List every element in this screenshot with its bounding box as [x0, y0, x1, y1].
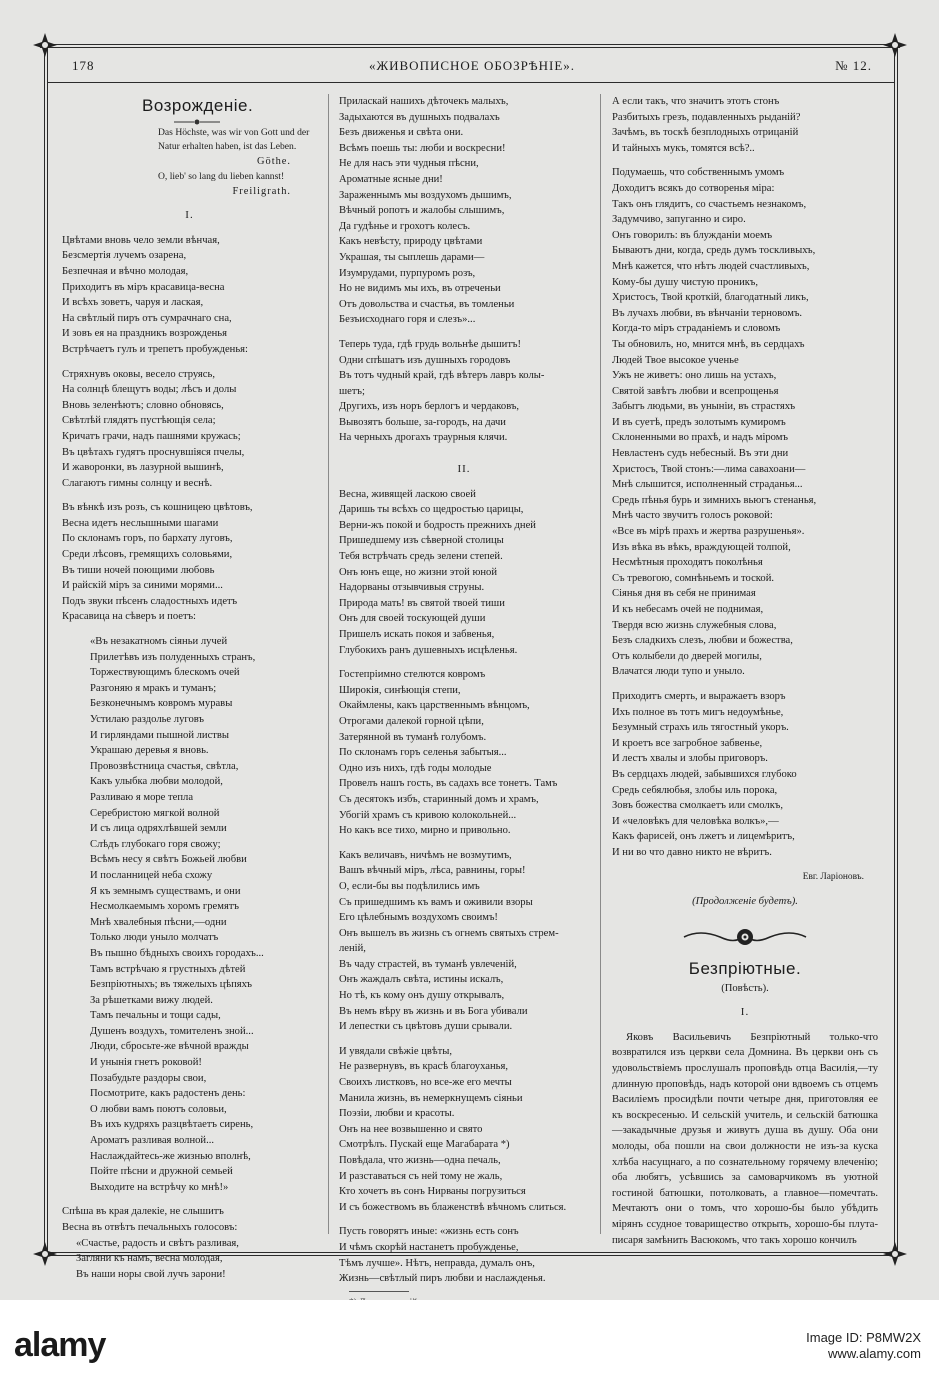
verse-line: Тамъ встрѣчаю я грустныхъ дѣтей: [90, 963, 246, 975]
frame-left-rule: [44, 44, 45, 1256]
epigraph-author: Göthe.: [257, 156, 291, 167]
verse-line: Не для насъ эти чудныя пѣсни,: [339, 158, 479, 170]
verse-line: И жаворонки, въ лазурной вышинѣ,: [62, 462, 224, 474]
stanza: [62, 233, 317, 358]
issue-number: № 12.: [835, 58, 872, 73]
verse-line: Тѣмъ лучше». Нѣтъ, неправда, думалъ онъ,: [339, 1257, 535, 1269]
verse-line: Кому-бы душу чистую проникъ,: [612, 276, 759, 288]
story-paragraph: Яковъ Васильевичъ Безпріютный только-что возвратился изъ церкви села Домнина. Въ церкви онъ съ удовольствіемъ прослушалъ проповѣдь отца Василія,—ту длинную проповѣдь, надъ которой они вдвоемъ съ отцемъ Василіемъ просидѣли почти четыре дня, приготовляя ее къ воскресенью. И сельскій учитель, и сельскій батюшка—закадычные друзья и живутъ душа въ душу. Оба они молоды, оба пошли на свои должности не изъ-за куска хлѣба насущнаго, а по сознательному горячему влеченію; оба любятъ, усѣвшись за самоварчикомъ въ уютной гостиной батюшки, потолковать, а главное—помечтать. Мечтаютъ они о томъ, что хорошо-бы было убѣдить мірянъ ссудное товарищество открыть, хорошо-бы плута-писаря замѣнить Васюкомъ, что такъ хорошо кончилъ: [612, 1031, 878, 1246]
verse-line: Бываютъ дни, когда, средь думъ тоскливыхъ,: [612, 245, 816, 257]
verse-line: Цвѣтами вновь чело земли вѣнчая,: [62, 234, 220, 246]
stanza: [612, 94, 878, 156]
verse-line: Изъ вѣка въ вѣкъ, враждующей толпой,: [612, 541, 791, 553]
verse-line: Выходите на встрѣчу ко мнѣ!»: [90, 1181, 229, 1193]
verse-line: Безъ движенья и свѣта они.: [339, 127, 464, 139]
verse-line: Посмотрите, какъ радостенъ день:: [90, 1088, 246, 1100]
footnote-rule: [349, 1291, 409, 1292]
verse-line: И лепестки съ цвѣтовъ души срывали.: [339, 1021, 513, 1033]
verse-line: И въ суетѣ, предъ золотымъ кумиромъ: [612, 416, 786, 428]
verse-line: Затерянной въ туманѣ голубомъ.: [339, 731, 487, 743]
continued-note: (Продолженіе будетъ).: [692, 896, 798, 908]
verse-line: И разставаться съ ней тому не жаль,: [339, 1170, 503, 1182]
verse-line: Въ пышно бѣдныхъ своихъ городахъ...: [90, 947, 264, 959]
verse-line: Торжествующимъ блескомъ очей: [90, 667, 240, 679]
verse-line: Онъ на нее возвышенно и свято: [339, 1123, 483, 1135]
verse-line: И увядали свѣжіе цвѣты,: [339, 1045, 453, 1057]
verse-line: Онъ жаждалъ свѣта, истины искалъ,: [339, 974, 504, 986]
verse-line: Склоненными во прахѣ, и надъ міромъ: [612, 432, 788, 444]
verse-line: И «человѣкъ для человѣка волкъ»,—: [612, 815, 779, 827]
column-divider: [328, 94, 329, 1234]
verse-line: Безпріютныхъ; въ тяжелыхъ цѣпяхъ: [90, 979, 253, 991]
stanza: [339, 94, 589, 328]
verse-line: Мнѣ часто звучитъ голосъ роковой:: [612, 510, 773, 522]
frame-top-rule-inner: [40, 47, 900, 48]
verse-line: Съ пришедшимъ къ вамъ и оживили взоры: [339, 896, 533, 908]
frame-right-rule: [894, 44, 895, 1256]
frame-right-rule-inner: [897, 44, 898, 1256]
verse-line: Безсмертія лучемъ озарена,: [62, 250, 187, 262]
verse-line: И лестъ хвалы и злобы приговоръ.: [612, 753, 768, 765]
verse-line: Да гудѣнье и грохотъ колесъ.: [339, 220, 471, 232]
verse-line: Какъ фарисей, онъ лжетъ и лицемѣритъ,: [612, 831, 795, 843]
verse-line: Отрогами далекой горной цѣпи,: [339, 715, 484, 727]
verse-line: Кто хочетъ въ сонъ Нирваны погрузиться: [339, 1186, 526, 1198]
verse-line: Убогій храмъ съ кривою колокольней...: [339, 809, 517, 821]
verse-line: Отъ колыбели до дверей могилы,: [612, 650, 762, 662]
verse-line: Онъ вышелъ въ жизнь съ огнемъ святыхъ стрем-: [339, 927, 559, 939]
verse-line: Средь пѣнья бурь и зимнихъ вьюгъ стенанья,: [612, 494, 817, 506]
verse-line: Одни спѣшатъ изъ душныхъ городовъ: [339, 354, 511, 366]
verse-line: Съ тревогою, сомнѣньемъ и тоской.: [612, 572, 775, 584]
verse-line: Вновь зеленѣютъ; словно обновясь,: [62, 399, 224, 411]
stanza: [339, 1044, 589, 1216]
verse-line: И гирляндами пышной листвы: [90, 729, 230, 741]
verse-line: На свѣтлый пиръ отъ сумрачнаго сна,: [62, 312, 232, 324]
verse-line: Безъ сладкихъ слезъ, любви и божества,: [612, 635, 793, 647]
verse-line: Разбитыхъ грезъ, подавленныхъ рыданій?: [612, 111, 801, 123]
verse-line: И всѣхъ зоветъ, чаруя и лаская,: [62, 297, 204, 309]
verse-line: Твердя всю жизнь служебныя слова,: [612, 619, 777, 631]
verse-line: Позабудьте раздоры свои,: [90, 1072, 207, 1084]
verse-line: шетъ;: [339, 385, 365, 397]
verse-line: Пришелъ искать покоя и забвенья,: [339, 629, 495, 640]
verse-line: И посланницей неба схожу: [90, 869, 213, 881]
verse-line: Зачѣмъ, въ тоскѣ безплодныхъ отрицаній: [612, 127, 799, 139]
verse-line: Серебристою мягкой волной: [90, 807, 220, 819]
verse-line: Ты обновилъ, но, мнится мнѣ, въ сердцахъ: [612, 338, 805, 350]
verse-line: Стряхнувъ оковы, весело струясь,: [62, 368, 215, 380]
section-number: II.: [457, 463, 471, 476]
verse-line: Онъ для своей тоскующей души: [339, 613, 486, 625]
column-2: [339, 94, 589, 1311]
verse-line: Безумный страхъ иль тягостный укоръ.: [612, 722, 789, 734]
stanza: [62, 634, 317, 1195]
verse-line: И ни во что давно никто не вѣритъ.: [612, 846, 772, 858]
verse-line: Но не видимъ мы ихъ, въ отреченьи: [339, 283, 501, 295]
verse-line: И райскій міръ за синими морями...: [62, 580, 223, 592]
verse-line: Людей Твое высокое ученье: [612, 354, 739, 366]
verse-line: Надорваны отзывчивыя струны.: [339, 582, 485, 594]
verse-line: Широкія, синѣющія степи,: [339, 684, 461, 696]
verse-line: Слагаютъ гимны солнцу и веснѣ.: [62, 477, 213, 489]
author-signature: Евг. Ларіоновъ.: [802, 871, 864, 882]
verse-line: Мнѣ хвалебныя пѣсни,—одни: [90, 916, 227, 928]
verse-line: Несмѣтныя проходятъ поколѣнья: [612, 557, 763, 569]
verse-line: Устилаю раздолье луговъ: [90, 714, 204, 725]
verse-line: Слѣдъ глубокаго горя свожу;: [90, 838, 221, 850]
verse-line: Тебя встрѣчать средь зелени степей.: [339, 551, 503, 563]
corner-ornament-icon: [882, 1241, 908, 1267]
poem-title: Возрожденіе.: [142, 96, 254, 115]
verse-line: Только люди уныло молчатъ: [90, 932, 219, 944]
stanza: [62, 1204, 317, 1235]
story-subtitle: (Повѣсть).: [721, 982, 769, 994]
verse-line: И унынія гнетъ роковой!: [90, 1057, 202, 1069]
verse-line: Приходитъ смерть, и выражаетъ взоръ: [612, 690, 786, 702]
verse-line: Не развернувъ, въ красѣ благоуханья,: [339, 1061, 508, 1073]
verse-line: Поэзіи, любви и красоты.: [339, 1108, 455, 1120]
frame-top-rule: [40, 44, 900, 45]
verse-line: Весна, живящей ласкою своей: [339, 488, 476, 500]
verse-line: Мнѣ кажется, что нѣтъ людей счастливыхъ,: [612, 260, 810, 272]
verse-line: Изумрудами, пурпуромъ розъ,: [339, 267, 476, 279]
verse-line: Ужъ не живетъ: оно лишь на устахъ,: [612, 370, 777, 382]
verse-line: Безъисходнаго горя и слезъ»...: [339, 314, 476, 326]
epigraph-text: Das Höchste, was wir von Gott und der Natur erhalten haben, ist das Leben.: [158, 127, 310, 152]
verse-line: И кроетъ все загробное забвенье,: [612, 737, 763, 749]
title-flourish-icon: [172, 118, 222, 126]
verse-line: О любви вамъ поютъ соловьи,: [90, 1103, 227, 1115]
verse-line: Глубокихъ ранъ душевныхъ исцѣленья.: [339, 644, 518, 656]
frame-left-rule-inner: [47, 44, 48, 1256]
stanza: [339, 667, 589, 839]
verse-line: Зовъ божества смолкаетъ или смолкъ,: [612, 800, 783, 812]
epigraph-text: O, lieb' so lang du lieben kannst!: [158, 170, 285, 182]
verse-line: Украшая, ты сыплешь дарами—: [339, 251, 485, 263]
verse-line: Въ чаду страстей, въ туманѣ увлеченій,: [339, 958, 517, 970]
verse-line: Провозвѣстница счастья, свѣтла,: [90, 760, 239, 772]
verse-line: А если такъ, что значитъ этотъ стонъ: [612, 96, 780, 107]
header-underline: [48, 82, 894, 83]
verse-line: Вашъ вѣчный міръ, лѣса, равнины, горы!: [339, 865, 526, 877]
verse-line: «Счастье, радость и свѣтъ разливая,: [76, 1237, 239, 1249]
verse-line: Невластенъ судъ небесный. Въ эти дни: [612, 448, 789, 460]
section-number: I.: [740, 1006, 750, 1019]
stanza: [62, 367, 317, 492]
stanza: [62, 1236, 317, 1283]
verse-line: Подъ звуки пѣсенъ сладостныхъ идетъ: [62, 595, 238, 607]
verse-line: Но тѣ, къ кому онъ душу открывалъ,: [339, 990, 505, 1002]
verse-line: Всѣмъ поешь ты: люби и воскресни!: [339, 142, 506, 154]
verse-line: Въ сердцахъ людей, забывшихся глубоко: [612, 768, 797, 780]
verse-line: Одно изъ нихъ, гдѣ годы молодые: [339, 762, 492, 774]
verse-line: Пусть говорятъ иные: «жизнь есть сонъ: [339, 1226, 519, 1238]
section-number: I.: [185, 209, 194, 222]
verse-line: Его цѣлебнымъ воздухомъ своимъ!: [339, 912, 498, 924]
alamy-logo: alamy: [14, 1326, 106, 1364]
verse-line: Въ немъ вѣру въ жизнь и въ Бога убивали: [339, 1005, 528, 1017]
verse-line: Вывозятъ больше, за-городъ, на дачи: [339, 416, 506, 428]
corner-ornament-icon: [32, 1241, 58, 1267]
verse-line: Приласкай нашихъ дѣточекъ малыхъ,: [339, 96, 509, 107]
verse-line: Забытъ людьми, въ уныніи, въ страстяхъ: [612, 401, 796, 413]
verse-line: Задыхаются въ душныхъ подвалахъ: [339, 111, 500, 123]
verse-line: Такъ онъ глядитъ, со счастьемъ незнакомъ,: [612, 198, 807, 210]
stanza: [339, 337, 589, 446]
image-id: Image ID: P8MW2X: [806, 1330, 921, 1345]
verse-line: Въ ихъ кудряхъ разцвѣтаетъ сирень,: [90, 1119, 254, 1131]
verse-line: И зовъ ея на праздникъ возрожденья: [62, 328, 228, 340]
verse-line: «Въ незакатномъ сіяньи лучей: [90, 636, 228, 648]
verse-line: Но какъ все тихо, мирно и привольно.: [339, 825, 511, 837]
verse-line: Подумаешь, что собственнымъ умомъ: [612, 167, 785, 179]
verse-line: Въ тиши ночей поющими любовь: [62, 564, 215, 576]
verse-line: Ароматъ разливая волной...: [90, 1135, 215, 1147]
verse-line: Гостепріимно стелются ковромъ: [339, 669, 486, 681]
story-title: Безпріютные.: [688, 958, 802, 978]
verse-line: Весна въ отвѣтъ печальныхъ голосовъ:: [62, 1222, 238, 1233]
verse-line: Въ тотъ чудный край, гдѣ вѣтеръ лавръ колы-: [339, 370, 545, 382]
verse-line: Вѣчный ропотъ и жалобы слышимъ,: [339, 205, 505, 217]
verse-line: Другихъ, изъ норъ берлогъ и чердаковъ,: [339, 401, 520, 413]
verse-line: Среди лѣсовъ, гремящихъ соловьями,: [62, 549, 233, 561]
verse-line: Встрѣчаетъ гулъ и трепетъ пробужденья:: [62, 343, 248, 355]
verse-line: Прилетѣвъ изъ полуденныхъ странъ,: [90, 651, 256, 663]
verse-line: Въ цвѣтахъ гудятъ проснувшіяся пчелы,: [62, 446, 245, 458]
verse-line: Люди, сбросьте-же вѣчной вражды: [90, 1041, 249, 1053]
stanza: [339, 1224, 589, 1286]
verse-line: Я къ земнымъ существамъ, и они: [90, 885, 241, 897]
verse-line: Спѣша въ края далекіе, не слышитъ: [62, 1206, 224, 1218]
verse-line: Душенъ воздухъ, томителенъ зной...: [90, 1025, 254, 1037]
verse-line: Своихъ листковъ, но все-же его мечты: [339, 1077, 512, 1089]
verse-line: По склонамъ горъ, по бархату луговъ,: [62, 533, 233, 545]
verse-line: Несмолкаемымъ хоромъ гремятъ: [90, 901, 239, 913]
verse-line: Тамъ печальны и тощи сады,: [90, 1010, 221, 1022]
verse-line: Съ десятокъ избъ, старинный домъ и храмъ,: [339, 793, 539, 805]
column-divider: [600, 94, 601, 1234]
verse-line: Отъ довольства и счастья, въ томленьи: [339, 298, 515, 310]
verse-line: Онъ юнъ еще, но жизни этой юной: [339, 566, 497, 578]
verse-line: Въ наши норы свой лучъ зарони!: [76, 1268, 226, 1280]
section-ornament-icon: [680, 926, 810, 948]
verse-line: Жизнь—свѣтлый пиръ любви и наслажденья.: [339, 1273, 546, 1285]
verse-line: Зараженнымъ мы воздухомъ дышимъ,: [339, 189, 512, 201]
verse-line: И къ небесамъ очей не поднимая,: [612, 604, 764, 615]
verse-line: «Все въ мірѣ прахъ и жертва разрушенья».: [612, 526, 805, 538]
corner-ornament-icon: [882, 32, 908, 58]
verse-line: Красавица на сѣверъ и поетъ:: [62, 611, 196, 623]
stanza: [339, 848, 589, 1035]
verse-line: Ароматные ясные дни!: [339, 173, 443, 185]
verse-line: На черныхъ дрогахъ траурныя клячи.: [339, 432, 508, 444]
verse-line: На солнцѣ блещутъ воды; лѣсъ и долы: [62, 384, 237, 396]
verse-line: Наслаждайтесь-же жизнью вполнѣ,: [90, 1150, 251, 1162]
verse-line: Сіянья дня въ себя не принимая: [612, 588, 756, 600]
verse-line: Украшаю деревья я вновь.: [90, 745, 209, 757]
stanza: [339, 487, 589, 659]
verse-line: Даришь ты всѣхъ со щедростью царицы,: [339, 504, 524, 516]
verse-line: Въ вѣнкѣ изъ розъ, съ кошницею цвѣтовъ,: [62, 502, 253, 514]
verse-line: Окаймлены, какъ царственнымъ вѣнцомъ,: [339, 700, 530, 712]
epigraph-author: Freiligrath.: [232, 185, 291, 197]
verse-line: Загляни къ намъ, весна молодая,: [76, 1253, 223, 1265]
verse-line: Повѣдала, что жизнь—одна печаль,: [339, 1155, 501, 1166]
verse-line: Мнѣ слышится, исполненный страданья...: [612, 479, 803, 491]
verse-line: Ихъ полное въ тотъ мигъ недоумѣнье,: [612, 706, 784, 718]
verse-line: Весна идетъ неслышными шагами: [62, 517, 219, 529]
stanza: [612, 689, 878, 861]
verse-line: Какъ невѣсту, природу цвѣтами: [339, 236, 483, 248]
verse-line: Влачатся люди тупо и уныло.: [612, 666, 745, 678]
verse-line: Манила жизнь, въ немеркнущемъ сіяньи: [339, 1092, 523, 1104]
verse-line: Онъ говорилъ: въ блужданіи моемъ: [612, 229, 773, 241]
verse-line: Задумчиво, запуганно и сиро.: [612, 214, 746, 226]
watermark-url: www.alamy.com: [828, 1346, 921, 1361]
verse-line: Въ лучахъ любви, въ вѣнчаніи терновомъ.: [612, 307, 803, 319]
verse-line: Приходитъ въ міръ красавица-весна: [62, 281, 225, 293]
verse-line: Пойте пѣсни и дружной семьей: [90, 1166, 233, 1178]
verse-line: И съ лица одряхлѣвшей земли: [90, 823, 227, 835]
stanza: [62, 500, 317, 625]
verse-line: Кричатъ грачи, надъ пашнями кружась;: [62, 430, 241, 442]
verse-line: О, если-бы вы подѣлились имъ: [339, 880, 480, 892]
page-number: 178: [72, 58, 95, 73]
verse-line: Христосъ, Твой стонъ:—лима савахоани—: [612, 463, 806, 475]
verse-line: Разливаю я море тепла: [90, 791, 194, 803]
journal-title: «ЖИВОПИСНОЕ ОБОЗРѢНІЕ».: [368, 58, 576, 73]
column-3: [612, 94, 878, 1248]
verse-line: Средь себялюбья, злобы иль порока,: [612, 784, 778, 796]
verse-line: Какъ улыбка любви молодой,: [90, 776, 223, 788]
verse-line: Какъ величавъ, ничѣмъ не возмутимъ,: [339, 849, 512, 861]
verse-line: леній,: [339, 943, 366, 955]
verse-line: Когда-то міръ страданіемъ и словомъ: [612, 323, 781, 335]
verse-line: Природа мать! въ святой твоей тиши: [339, 597, 505, 609]
verse-line: Пришедшему изъ сѣверной столицы: [339, 535, 504, 547]
verse-line: Теперь туда, гдѣ грудь вольнѣе дышитъ!: [339, 338, 521, 350]
verse-line: Всѣмъ несу я свѣтъ Божьей любви: [90, 854, 247, 866]
verse-line: Доходитъ всякъ до сотворенья міра:: [612, 182, 775, 194]
verse-line: Безпечная и вѣчно молодая,: [62, 265, 189, 277]
stanza: [612, 165, 878, 680]
verse-line: И тайныхъ мукъ, томятся всѣ?..: [612, 142, 755, 154]
corner-ornament-icon: [32, 32, 58, 58]
verse-line: И съ божествомъ въ блаженствѣ вѣчномъ слиться.: [339, 1201, 567, 1213]
verse-line: За рѣшетками вижу людей.: [90, 994, 213, 1006]
verse-line: Святой завѣтъ любви и всепрощенья: [612, 385, 779, 397]
verse-line: По склонамъ горъ селенья забытыя...: [339, 747, 507, 759]
verse-line: Свѣтлѣй глядятъ пустѣющія села;: [62, 415, 216, 427]
verse-line: Христосъ, Твой кроткій, благодатный ликъ,: [612, 292, 809, 304]
verse-line: Разгоняю я мракъ и туманъ;: [90, 682, 217, 694]
running-head: [72, 58, 872, 78]
verse-line: Верни-жъ покой и бодрость прежнихъ дней: [339, 519, 536, 531]
column-1: [62, 94, 317, 1282]
verse-line: Смотрѣлъ. Пускай еще Магабарата *): [339, 1139, 510, 1151]
watermark-strip: [0, 1300, 939, 1390]
verse-line: И чѣмъ скорѣй настанетъ пробужденье,: [339, 1241, 519, 1253]
verse-line: Провелъ нашъ гость, въ садахъ все тонетъ. Тамъ: [339, 778, 558, 790]
verse-line: Безконечнымъ ковромъ муравы: [90, 698, 233, 710]
